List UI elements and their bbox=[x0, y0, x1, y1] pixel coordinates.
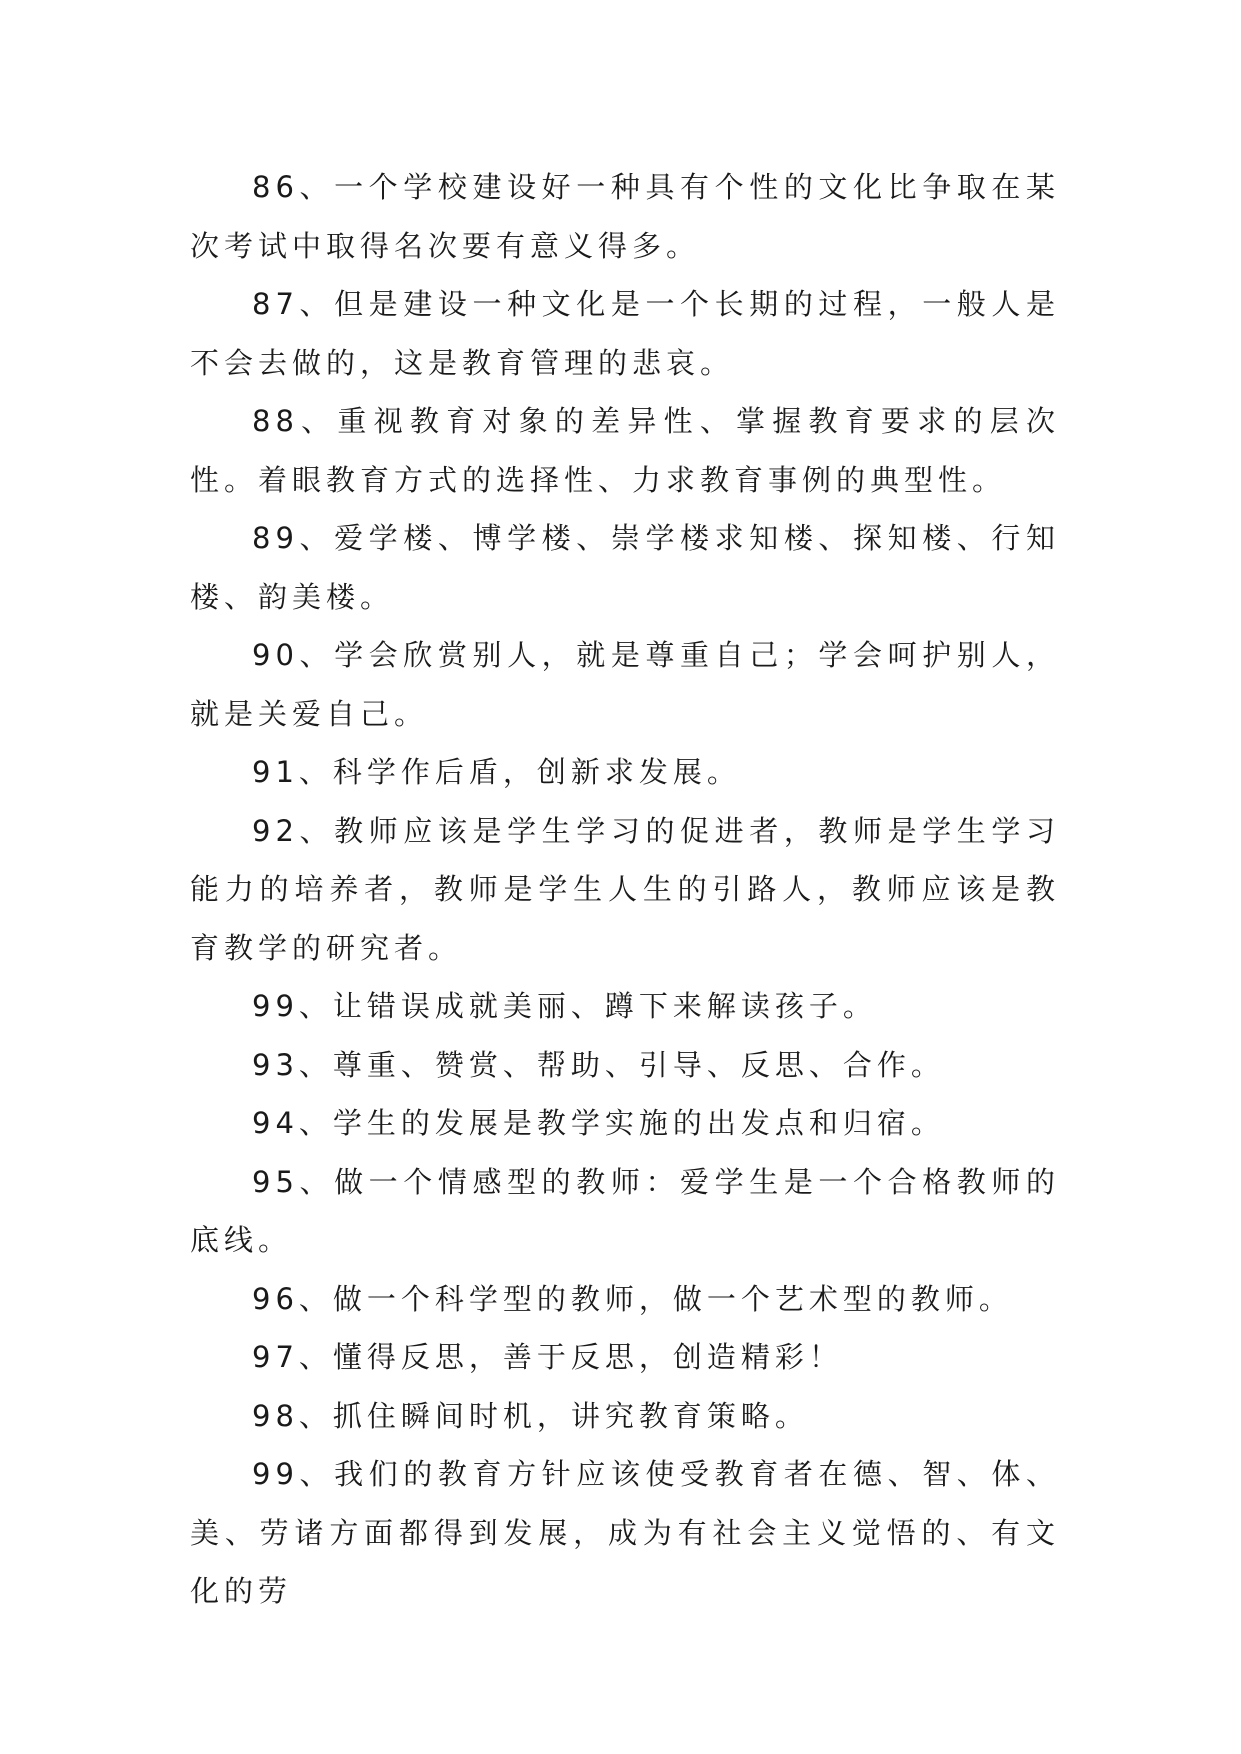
paragraph-97: 97、懂得反思，善于反思，创造精彩！ bbox=[252, 1340, 843, 1374]
paragraph-90: 90、学会欣赏别人，就是尊重自己；学会呵护别人，就是关爱自己。 bbox=[190, 638, 1060, 731]
paragraph-96: 96、做一个科学型的教师，做一个艺术型的教师。 bbox=[252, 1281, 1013, 1316]
paragraph-99-a: 99、让错误成就美丽、蹲下来解读孩子。 bbox=[252, 989, 877, 1023]
paragraph-94: 94、学生的发展是教学实施的出发点和归宿。 bbox=[252, 1106, 945, 1140]
paragraph-98: 98、抓住瞬间时机，讲究教育策略。 bbox=[252, 1398, 809, 1433]
document-body bbox=[190, 158, 1060, 1621]
paragraph-87: 87、但是建设一种文化是一个长期的过程，一般人是不会去做的，这是教育管理的悲哀。 bbox=[190, 287, 1060, 380]
paragraph-95: 95、做一个情感型的教师：爱学生是一个合格教师的底线。 bbox=[190, 1164, 1060, 1257]
paragraph-88: 88、重视教育对象的差异性、掌握教育要求的层次性。着眼教育方式的选择性、力求教育事例的典型性。 bbox=[190, 404, 1060, 497]
paragraph-89: 89、爱学楼、博学楼、崇学楼求知楼、探知楼、行知楼、韵美楼。 bbox=[190, 521, 1060, 614]
paragraph-99-b: 99、我们的教育方针应该使受教育者在德、智、体、美、劳诸方面都得到发展，成为有社会主义觉悟的、有文化的劳 bbox=[190, 1457, 1060, 1608]
paragraph-86: 86、一个学校建设好一种具有个性的文化比争取在某次考试中取得名次要有意义得多。 bbox=[190, 170, 1060, 263]
paragraph-92: 92、教师应该是学生学习的促进者，教师是学生学习能力的培养者，教师是学生人生的引路人，教师应该是教育教学的研究者。 bbox=[190, 813, 1060, 965]
paragraph-91: 91、科学作后盾，创新求发展。 bbox=[252, 755, 741, 789]
paragraph-93: 93、尊重、赞赏、帮助、引导、反思、合作。 bbox=[252, 1047, 945, 1082]
